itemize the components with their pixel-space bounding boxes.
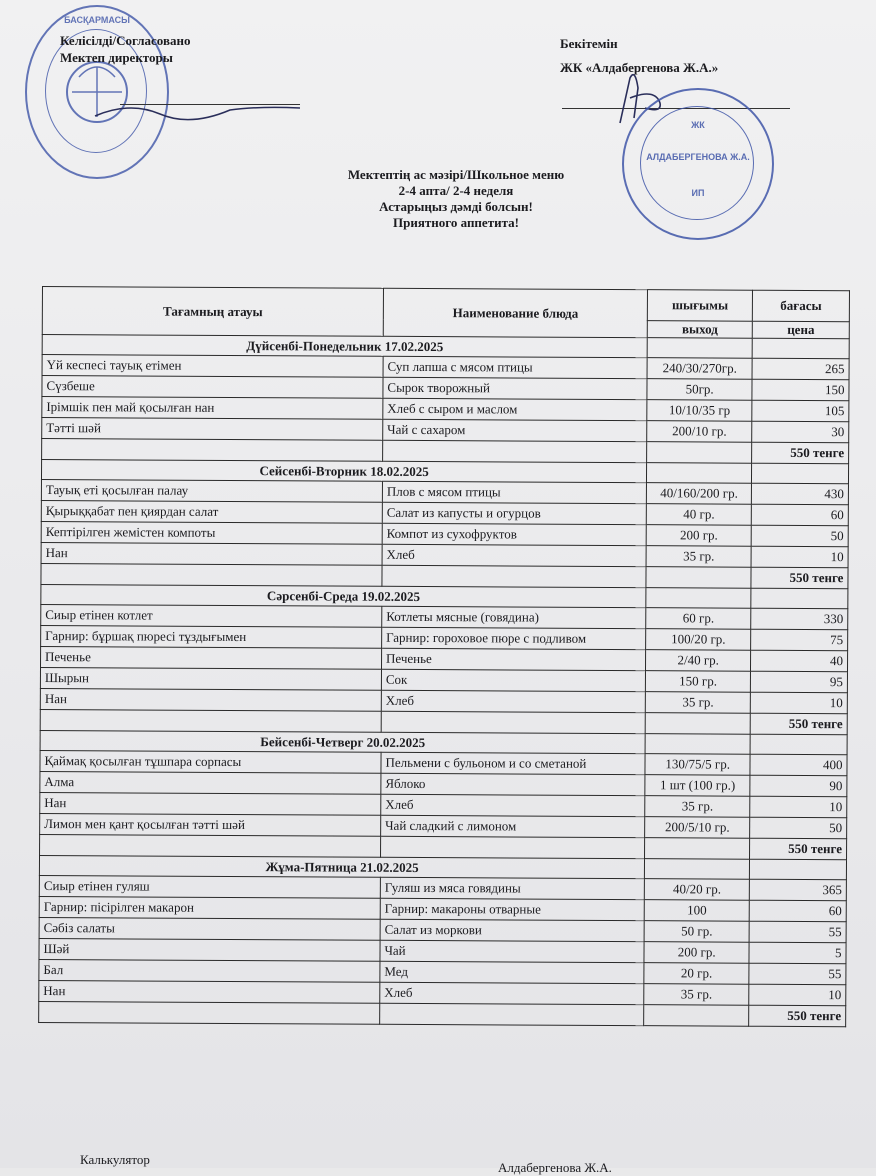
dish-output: 2/40 гр.: [646, 650, 751, 672]
dish-name-ru: Хлеб: [380, 982, 644, 1004]
dish-price: 55: [749, 921, 846, 943]
empty-cell: [644, 1005, 749, 1027]
dish-price: 60: [749, 900, 846, 922]
school-seal-text: БАСҚАРМАСЫ: [64, 15, 130, 25]
dish-output: 100: [644, 900, 749, 922]
empty-cell: [752, 338, 849, 359]
seal-text-ip: ИП: [691, 188, 705, 198]
col-header-output-ru: выход: [647, 321, 752, 339]
dish-price: 10: [751, 546, 848, 568]
dish-output: 60 гр.: [646, 608, 751, 630]
empty-cell: [645, 713, 750, 735]
col-header-kz: Тағамның атауы: [42, 287, 383, 337]
dish-name-ru: Гарнир: гороховое пюре с подливом: [382, 627, 646, 649]
dish-name-ru: Гарнир: макароны отварные: [380, 898, 644, 920]
empty-cell: [647, 442, 752, 464]
dish-name-kz: Тәтті шәй: [42, 418, 383, 441]
empty-cell: [41, 563, 382, 586]
day-total-row: [39, 1001, 846, 1026]
dish-name-ru: Компот из сухофруктов: [382, 523, 646, 545]
dish-name-ru: Хлеб: [382, 544, 646, 566]
dish-name-kz: Сиыр етінен гуляш: [39, 875, 380, 898]
empty-cell: [750, 859, 847, 880]
empty-cell: [647, 338, 752, 359]
dish-name-ru: Хлеб: [381, 794, 645, 816]
dish-output: 200 гр.: [644, 942, 749, 964]
dish-name-ru: Хлеб с сыром и маслом: [383, 398, 647, 420]
dish-output: 35 гр.: [646, 546, 751, 568]
dish-output: 200/10 гр.: [647, 421, 752, 443]
empty-cell: [40, 709, 381, 732]
dish-name-ru: Гуляш из мяса говядины: [380, 877, 644, 899]
day-title: Жұма-Пятница 21.02.2025: [39, 855, 644, 878]
menu-greeting-ru: Приятного аппетита!: [393, 215, 519, 230]
menu-title-block: [256, 167, 656, 231]
dish-output: 40 гр.: [646, 504, 751, 526]
empty-cell: [645, 838, 750, 860]
dish-name-ru: Салат из капусты и огурцов: [382, 502, 646, 524]
dish-name-kz: Печенье: [41, 646, 382, 669]
dish-name-kz: Бал: [39, 959, 380, 982]
dish-name-kz: Сүзбеше: [42, 376, 383, 399]
day-title: Сейсенбі-Вторник 18.02.2025: [41, 460, 646, 483]
day-title: Дүйсенбі-Понедельник 17.02.2025: [42, 335, 647, 358]
dish-output: 20 гр.: [644, 963, 749, 985]
dish-name-ru: Сок: [381, 669, 645, 691]
dish-name-kz: Сиыр етінен котлет: [41, 604, 382, 627]
dish-name-ru: Печенье: [381, 648, 645, 670]
dish-name-ru: Яблоко: [381, 773, 645, 795]
col-header-price-ru: цена: [752, 321, 849, 339]
dish-name-kz: Шырын: [40, 667, 381, 690]
dish-price: 10: [750, 796, 847, 818]
dish-output: 35 гр.: [644, 984, 749, 1006]
dish-price: 95: [751, 671, 848, 693]
dish-price: 365: [749, 879, 846, 901]
day-total: 550 тенге: [751, 567, 848, 589]
empty-cell: [42, 439, 383, 462]
dish-price: 50: [751, 525, 848, 547]
empty-cell: [39, 1001, 380, 1024]
dish-name-kz: Нан: [41, 542, 382, 565]
dish-name-kz: Гарнир: пісірілген макарон: [39, 896, 380, 919]
menu-week: 2-4 апта/ 2-4 неделя: [398, 183, 514, 198]
dish-output: 40/160/200 гр.: [647, 483, 752, 505]
dish-output: 200/5/10 гр.: [645, 817, 750, 839]
empty-cell: [647, 463, 752, 484]
empty-cell: [40, 834, 381, 857]
dish-name-ru: Хлеб: [381, 690, 645, 712]
dish-price: 60: [751, 504, 848, 526]
dish-price: 90: [750, 775, 847, 797]
menu-title: Мектептің ас мәзірі/Школьное меню: [347, 167, 565, 182]
dish-name-kz: Шәй: [39, 938, 380, 961]
dish-output: 100/20 гр.: [646, 629, 751, 651]
dish-name-ru: Сырок творожный: [383, 377, 647, 399]
agreed-header: [60, 32, 190, 66]
dish-name-ru: Плов с мясом птицы: [382, 481, 646, 503]
seal-text-zhk: ЖК: [691, 120, 705, 130]
menu-table-body: [39, 335, 850, 1027]
dish-output: 50 гр.: [644, 921, 749, 943]
dish-output: 35 гр.: [646, 692, 751, 714]
col-header-output-kz: шығымы: [648, 290, 753, 322]
dish-name-kz: Кептірілген жемістен компоты: [41, 521, 382, 544]
menu-table: [38, 286, 850, 1027]
dish-price: 40: [751, 650, 848, 672]
seal-text-name: АЛДАБЕРГЕНОВА Ж.А.: [646, 152, 750, 162]
col-header-price-kz: бағасы: [752, 290, 849, 322]
empty-cell: [646, 588, 751, 609]
dish-name-kz: Алма: [40, 771, 381, 794]
dish-price: 430: [752, 483, 849, 505]
dish-price: 10: [750, 692, 847, 714]
dish-name-ru: Чай сладкий с лимоном: [381, 815, 645, 837]
empty-cell: [382, 565, 646, 587]
dish-name-kz: Сәбіз салаты: [39, 917, 380, 940]
dish-output: 240/30/270гр.: [647, 358, 752, 380]
dish-output: 130/75/5 гр.: [645, 754, 750, 776]
dish-price: 265: [752, 358, 849, 380]
dish-output: 40/20 гр.: [645, 879, 750, 901]
empty-cell: [380, 1003, 644, 1025]
empty-cell: [645, 859, 750, 880]
dish-name-ru: Суп лапша с мясом птицы: [383, 356, 647, 378]
agreed-label: Келісілді/Согласовано: [60, 33, 191, 48]
dish-name-ru: Чай: [380, 940, 644, 962]
menu-greeting-kz: Астарыңыз дәмді болсын!: [379, 199, 533, 214]
empty-cell: [381, 711, 645, 733]
day-total: 550 тенге: [752, 442, 849, 464]
school-director-label: Мектеп директоры: [60, 50, 173, 65]
dish-price: 10: [749, 984, 846, 1006]
dish-output: 10/10/35 гр: [647, 400, 752, 422]
empty-cell: [750, 734, 847, 755]
footer-calculator-label: Калькулятор: [80, 1152, 150, 1167]
dish-name-kz: Нан: [40, 792, 381, 815]
day-total: 550 тенге: [749, 1005, 846, 1027]
dish-output: 1 шт (100 гр.): [645, 775, 750, 797]
dish-name-ru: Чай с сахаром: [383, 419, 647, 441]
dish-name-ru: Котлеты мясные (говядина): [382, 606, 646, 628]
approve-label: Бекітемін: [560, 36, 618, 51]
empty-cell: [646, 567, 751, 589]
dish-price: 330: [751, 608, 848, 630]
entrepreneur-name: ЖК «Алдабергенова Ж.А.»: [560, 60, 719, 75]
director-signature-icon: [90, 96, 310, 126]
dish-output: 200 гр.: [646, 525, 751, 547]
dish-price: 30: [752, 421, 849, 443]
dish-name-kz: Қаймақ қосылған тұшпара сорпасы: [40, 750, 381, 773]
dish-price: 5: [749, 942, 846, 964]
dish-name-kz: Гарнир: бұршақ пюресі тұздығымен: [41, 625, 382, 648]
dish-output: 50гр.: [647, 379, 752, 401]
footer-signatory-name: Алдабергенова Ж.А.: [498, 1160, 612, 1175]
dish-price: 400: [750, 754, 847, 776]
dish-name-kz: Қырыққабат пен қиярдан салат: [41, 500, 382, 523]
empty-cell: [380, 836, 644, 858]
col-header-ru: Наименование блюда: [383, 288, 648, 337]
day-title: Сәрсенбі-Среда 19.02.2025: [41, 584, 646, 607]
empty-cell: [752, 463, 849, 484]
dish-output: 35 гр.: [645, 796, 750, 818]
dish-price: 105: [752, 400, 849, 422]
dish-name-kz: Нан: [40, 688, 381, 711]
empty-cell: [645, 734, 750, 755]
dish-name-kz: Лимон мен қант қосылған тәтті шәй: [40, 813, 381, 836]
day-total: 550 тенге: [750, 713, 847, 735]
dish-price: 55: [749, 963, 846, 985]
dish-name-ru: Мед: [380, 961, 644, 983]
dish-name-ru: Салат из моркови: [380, 919, 644, 941]
dish-output: 150 гр.: [646, 671, 751, 693]
dish-price: 50: [750, 817, 847, 839]
dish-name-ru: Пельмени с бульоном и со сметаной: [381, 752, 645, 774]
dish-name-kz: Нан: [39, 980, 380, 1003]
dish-name-kz: Тауық еті қосылған палау: [41, 479, 382, 502]
empty-cell: [383, 440, 647, 462]
empty-cell: [751, 588, 848, 609]
dish-price: 150: [752, 379, 849, 401]
day-title: Бейсенбі-Четверг 20.02.2025: [40, 730, 645, 753]
day-total: 550 тенге: [750, 838, 847, 860]
dish-name-kz: Үй кеспесі тауық етімен: [42, 355, 383, 378]
dish-price: 75: [751, 629, 848, 651]
dish-name-kz: Ірімшік пен май қосылған нан: [42, 397, 383, 420]
